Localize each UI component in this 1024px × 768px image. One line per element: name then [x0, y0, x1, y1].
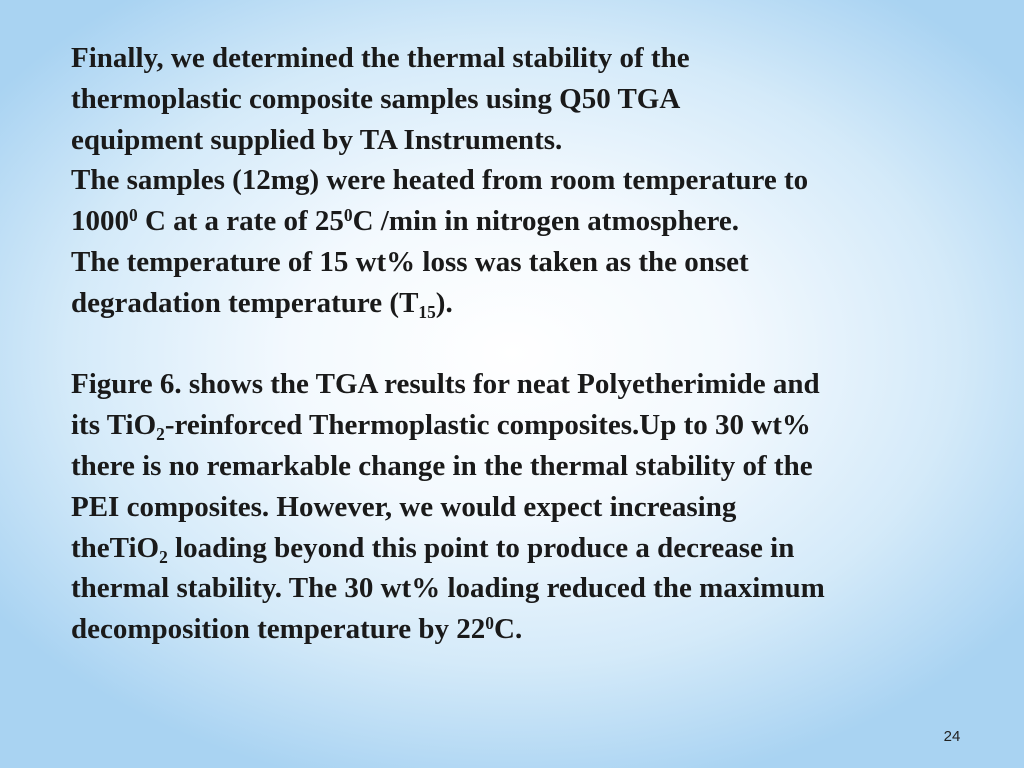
text-line: [71, 487, 971, 528]
text-span: The samples (12mg) were heated from room temperature to: [71, 164, 809, 197]
text-line: [71, 405, 971, 446]
subscript: 15: [418, 301, 436, 322]
text-span: decomposition temperature by 22: [71, 613, 486, 646]
subscript: 2: [156, 424, 165, 445]
text-line: [71, 364, 971, 405]
text-span: C.: [494, 613, 523, 646]
text-span: 1000: [71, 205, 129, 238]
text-span: its TiO: [71, 409, 157, 442]
text-line: [71, 79, 971, 120]
text-span: C /min in nitrogen atmosphere.: [352, 205, 739, 238]
degree-superscript: 0: [485, 612, 494, 633]
paragraph-tga-method: [71, 38, 971, 324]
text-line: [71, 446, 971, 487]
text-line: [71, 609, 971, 650]
degree-superscript: 0: [129, 204, 138, 225]
text-span: -reinforced Thermoplastic composites.Up to 30 wt%: [164, 409, 811, 442]
text-span: C at a rate of 25: [137, 205, 344, 238]
text-span: loading beyond this point to produce a decrease in: [167, 531, 795, 564]
text-span: there is no remarkable change in the thermal stability of the: [71, 449, 813, 482]
slide-body-text: [71, 38, 971, 650]
text-span: The temperature of 15 wt% loss was taken as the onset: [71, 245, 749, 278]
text-span: equipment supplied by TA Instruments.: [71, 123, 563, 156]
text-line: [71, 528, 971, 569]
subscript: 2: [159, 546, 168, 567]
text-line: [71, 283, 971, 324]
text-span: PEI composites. However, we would expect increasing: [71, 490, 737, 523]
text-line: [71, 242, 971, 283]
text-span: Figure 6. shows the TGA results for neat Polyetherimide and: [71, 368, 820, 401]
text-span: degradation temperature (T: [71, 286, 419, 319]
text-span: theTiO: [71, 531, 160, 564]
paragraph-gap: [71, 324, 971, 365]
text-line: [71, 120, 971, 161]
page-number: 24: [943, 728, 961, 745]
text-line: [71, 160, 971, 201]
degree-superscript: 0: [343, 204, 353, 225]
text-span: thermoplastic composite samples using Q50 TGA: [71, 82, 681, 115]
text-span: thermal stability. The 30 wt% loading reduced the maximum: [71, 572, 825, 605]
text-span: ).: [435, 286, 453, 319]
text-line: [71, 568, 971, 609]
text-span: Finally, we determined the thermal stability of the: [71, 42, 690, 74]
paragraph-tga-results: [71, 364, 971, 650]
text-line: [71, 201, 971, 242]
text-line: [71, 38, 971, 79]
